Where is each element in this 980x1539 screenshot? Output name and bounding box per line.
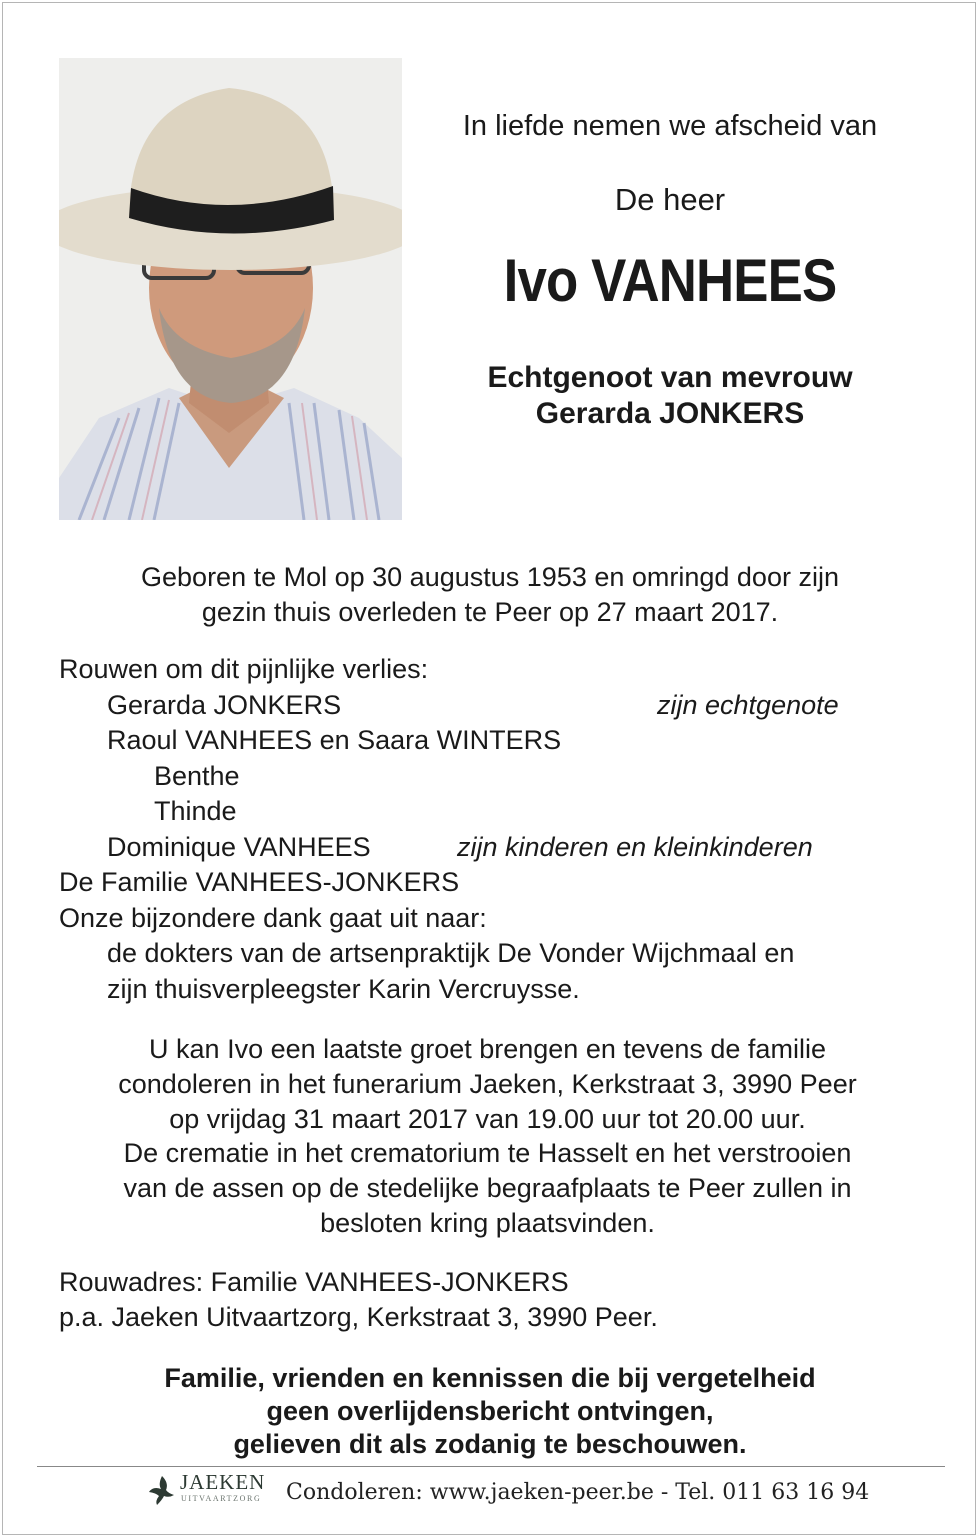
- spouse-line-1: Echtgenoot van mevrouw: [487, 361, 853, 394]
- visitation-info: [40, 1032, 935, 1241]
- visitation-line-6: besloten kring plaatsvinden.: [320, 1207, 655, 1238]
- visitation-line-2: condoleren in het funerarium Jaeken, Kerkstraat 3, 3990 Peer: [118, 1068, 857, 1099]
- thanks-line-1: de dokters van de artsenpraktijk De Vonder Wijchmaal en: [107, 938, 795, 968]
- thanks-line-2: zijn thuisverpleegster Karin Vercruysse.: [107, 973, 580, 1004]
- address-line-1: Rouwadres: Familie VANHEES-JONKERS: [59, 1267, 569, 1297]
- jaeken-logo: [147, 1470, 279, 1510]
- logo-wordmark: JAEKEN: [180, 1470, 266, 1494]
- spouse-info: [420, 360, 920, 432]
- mourner-row-daughter: [59, 830, 939, 866]
- deceased-name: Ivo VANHEES: [503, 247, 837, 314]
- notice-line-2: geen overlijdensbericht ontvingen,: [266, 1396, 714, 1426]
- condolence-contact: Condoleren: www.jaeken-peer.be - Tel. 011 63 16 94: [286, 1480, 870, 1505]
- dove-icon: [147, 1474, 177, 1506]
- footer-divider: [37, 1466, 945, 1467]
- mourner-grandchild-1: Benthe: [154, 760, 240, 791]
- birth-death-info: [40, 560, 940, 630]
- logo-subtitle: UITVAARTZORG: [181, 1494, 262, 1503]
- honorific: De heer: [614, 182, 726, 217]
- mourner-daughter: Dominique VANHEES: [107, 831, 371, 862]
- spouse-relation-note: zijn echtgenote: [657, 689, 839, 720]
- visitation-line-3: op vrijdag 31 maart 2017 van 19.00 uur tot 20.00 uur.: [169, 1103, 806, 1134]
- mourners-intro: Rouwen om dit pijnlijke verlies:: [59, 654, 429, 684]
- mourning-address: [59, 1265, 939, 1335]
- visitation-line-4: De crematie in het crematorium te Hasselt en het verstrooien: [123, 1138, 852, 1169]
- mourner-son: Raoul VANHEES en Saara WINTERS: [107, 725, 562, 755]
- notice-line-1: Familie, vrienden en kennissen die bij vergetelheid: [164, 1363, 816, 1393]
- thanks-intro: Onze bijzondere dank gaat uit naar:: [59, 902, 487, 933]
- mourners-list: [59, 652, 939, 1007]
- birth-line-1: Geboren te Mol op 30 augustus 1953 en omringd door zijn: [141, 562, 839, 592]
- children-relation-note: zijn kinderen en kleinkinderen: [457, 831, 813, 862]
- visitation-line-1: U kan Ivo een laatste groet brengen en tevens de familie: [149, 1034, 826, 1064]
- visitation-line-5: van de assen op de stedelijke begraafplaats te Peer zullen in: [123, 1173, 852, 1204]
- address-line-2: p.a. Jaeken Uitvaartzorg, Kerkstraat 3, 3990 Peer.: [59, 1302, 658, 1332]
- closing-notice: [40, 1362, 940, 1461]
- mourner-family: De Familie VANHEES-JONKERS: [59, 867, 460, 897]
- notice-line-3: gelieven dit als zodanig te beschouwen.: [233, 1429, 747, 1459]
- intro-line: In liefde nemen we afscheid van: [462, 110, 878, 142]
- spouse-line-2: Gerarda JONKERS: [535, 397, 805, 430]
- mourner-spouse: Gerarda JONKERS: [107, 689, 342, 720]
- mourner-grandchild-2: Thinde: [154, 796, 237, 826]
- birth-line-2: gezin thuis overleden te Peer op 27 maart 2017.: [201, 597, 779, 627]
- mourner-row-spouse: [59, 688, 939, 724]
- portrait-photo: [59, 58, 402, 520]
